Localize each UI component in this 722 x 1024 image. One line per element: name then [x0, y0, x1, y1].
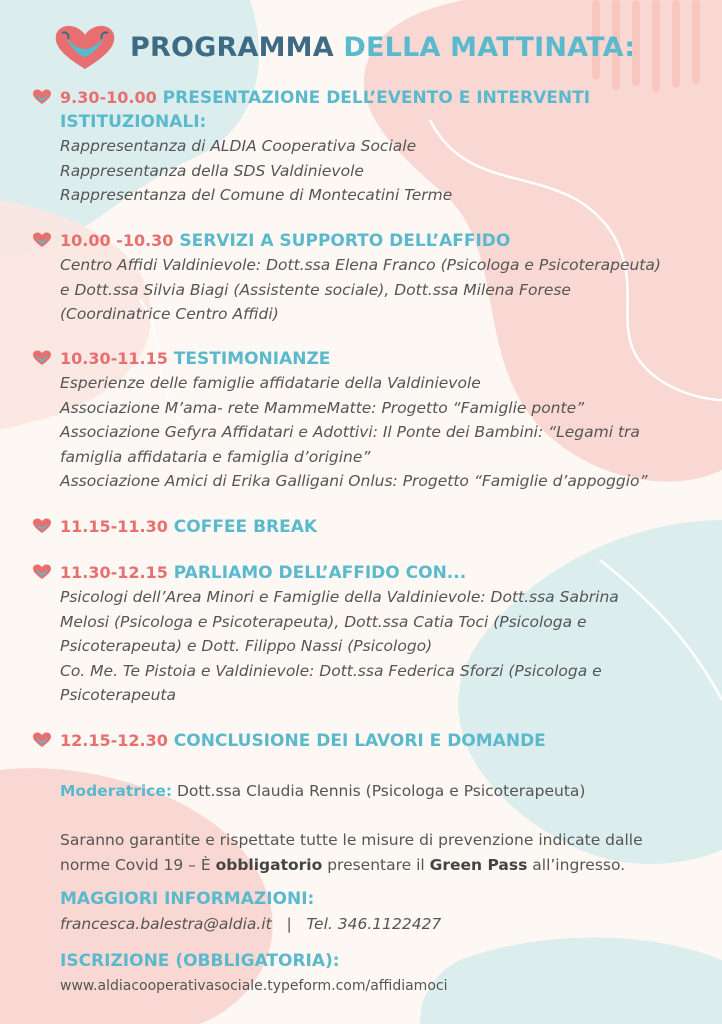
info-heading: MAGGIORI INFORMAZIONI: — [60, 889, 315, 909]
section-label: CONCLUSIONE DEI LAVORI E DOMANDE — [173, 731, 546, 751]
program-section-3 — [32, 347, 702, 494]
section-line: Rappresentanza della SDS Valdinievole — [60, 161, 364, 180]
notice-text-e: all’ingresso. — [527, 855, 626, 874]
section-heading — [60, 347, 330, 371]
program-section-5 — [32, 561, 702, 708]
section-line: e Dott.ssa Silvia Biagi (Assistente sociale), Dott.ssa Milena Forese — [60, 280, 571, 299]
section-label-cont: ISTITUZIONALI: — [60, 112, 207, 132]
program-section-6 — [32, 729, 702, 753]
section-line: Centro Affidi Valdinievole: Dott.ssa Elena Franco (Psicologa e Psicoterapeuta) — [60, 256, 661, 274]
notice-text-a: norme Covid 19 – È — [60, 855, 216, 874]
section-time: 11.15-11.30 — [60, 517, 168, 536]
section-time: 9.30-10.00 — [60, 88, 157, 107]
contact-email[interactable]: francesca.balestra@aldia.it — [60, 914, 272, 933]
section-heading — [60, 515, 317, 539]
heart-bullet-icon — [32, 350, 52, 366]
header — [52, 20, 635, 74]
notice-line-1: Saranno garantite e rispettate tutte le misure di prevenzione indicate dalle — [60, 831, 643, 849]
title-part-2: DELLA MATTINATA: — [343, 31, 636, 63]
registration — [60, 949, 700, 998]
section-line: Rappresentanza del Comune di Montecatini Terme — [60, 186, 453, 205]
section-time: 12.15-12.30 — [60, 731, 168, 750]
section-line: Esperienze delle famiglie affidatarie della Valdinievole — [60, 374, 481, 392]
contact-separator: | — [286, 914, 292, 933]
section-label: TESTIMONIANZE — [173, 349, 331, 369]
section-label: PARLIAMO DELL’AFFIDO CON... — [173, 563, 467, 583]
section-line: Psicoterapeuta) e Dott. Filippo Nassi (Psicologo) — [60, 637, 433, 656]
section-line: Psicologi dell’Area Minori e Famiglie della Valdinievole: Dott.ssa Sabrina — [60, 588, 619, 606]
moderator — [60, 779, 700, 804]
moderator-name: Dott.ssa Claudia Rennis (Psicologa e Psicoterapeuta) — [177, 782, 586, 800]
section-line: Co. Me. Te Pistoia e Valdinievole: Dott.ssa Federica Sforzi (Psicologa e — [60, 661, 602, 680]
section-time: 11.30-12.15 — [60, 563, 168, 582]
section-label: COFFEE BREAK — [173, 517, 318, 537]
section-line: Rappresentanza di ALDIA Cooperativa Sociale — [60, 137, 417, 155]
registration-heading: ISCRIZIONE (OBBLIGATORIA): — [60, 951, 340, 971]
section-label: PRESENTAZIONE DELL’EVENTO E INTERVENTI — [162, 88, 591, 108]
heart-bullet-icon — [32, 518, 52, 534]
covid-notice — [60, 828, 700, 877]
section-line: Melosi (Psicologa e Psicoterapeuta), Dott.ssa Catia Toci (Psicologa e — [60, 612, 587, 631]
program-section-1 — [32, 86, 702, 208]
section-line: Associazione M’ama- rete MammeMatte: Progetto “Famiglie ponte” — [60, 398, 585, 417]
notice-green-pass: Green Pass — [429, 855, 528, 874]
title-part-1: PROGRAMMA — [130, 31, 334, 63]
moderator-label: Moderatrice: — [60, 782, 173, 800]
section-line: famiglia affidataria e famiglia d’origine” — [60, 447, 371, 466]
heart-hands-icon — [52, 23, 118, 71]
section-line: Associazione Amici di Erika Galligani Onlus: Progetto “Famiglie d’appoggio” — [60, 472, 648, 491]
registration-url[interactable]: www.aldiacooperativasociale.typeform.com/affidiamoci — [60, 977, 448, 994]
heart-bullet-icon — [32, 232, 52, 248]
notice-text-c: presentare il — [322, 855, 430, 874]
contact-line — [60, 912, 700, 937]
notice-line-2 — [60, 853, 700, 878]
heart-bullet-icon — [32, 89, 52, 105]
program-section-2 — [32, 229, 702, 327]
section-time: 10.00 -10.30 — [60, 231, 174, 250]
section-line: Associazione Gefyra Affidatari e Adottivi: Il Ponte dei Bambini: “Legami tra — [60, 423, 640, 442]
section-label: SERVIZI A SUPPORTO DELL’AFFIDO — [179, 231, 511, 251]
contact-info — [60, 887, 700, 936]
notice-mandatory: obbligatorio — [215, 855, 323, 874]
section-time: 10.30-11.15 — [60, 349, 168, 368]
section-line: Psicoterapeuta — [60, 686, 176, 705]
section-heading — [60, 229, 510, 253]
program-section-4 — [32, 515, 702, 539]
heart-bullet-icon — [32, 732, 52, 748]
section-heading — [60, 561, 466, 585]
heart-bullet-icon — [32, 564, 52, 580]
contact-phone[interactable]: Tel. 346.1122427 — [306, 914, 442, 933]
page-title — [130, 32, 635, 63]
section-line: (Coordinatrice Centro Affidi) — [60, 305, 279, 324]
section-heading — [60, 86, 590, 134]
section-heading — [60, 729, 546, 753]
